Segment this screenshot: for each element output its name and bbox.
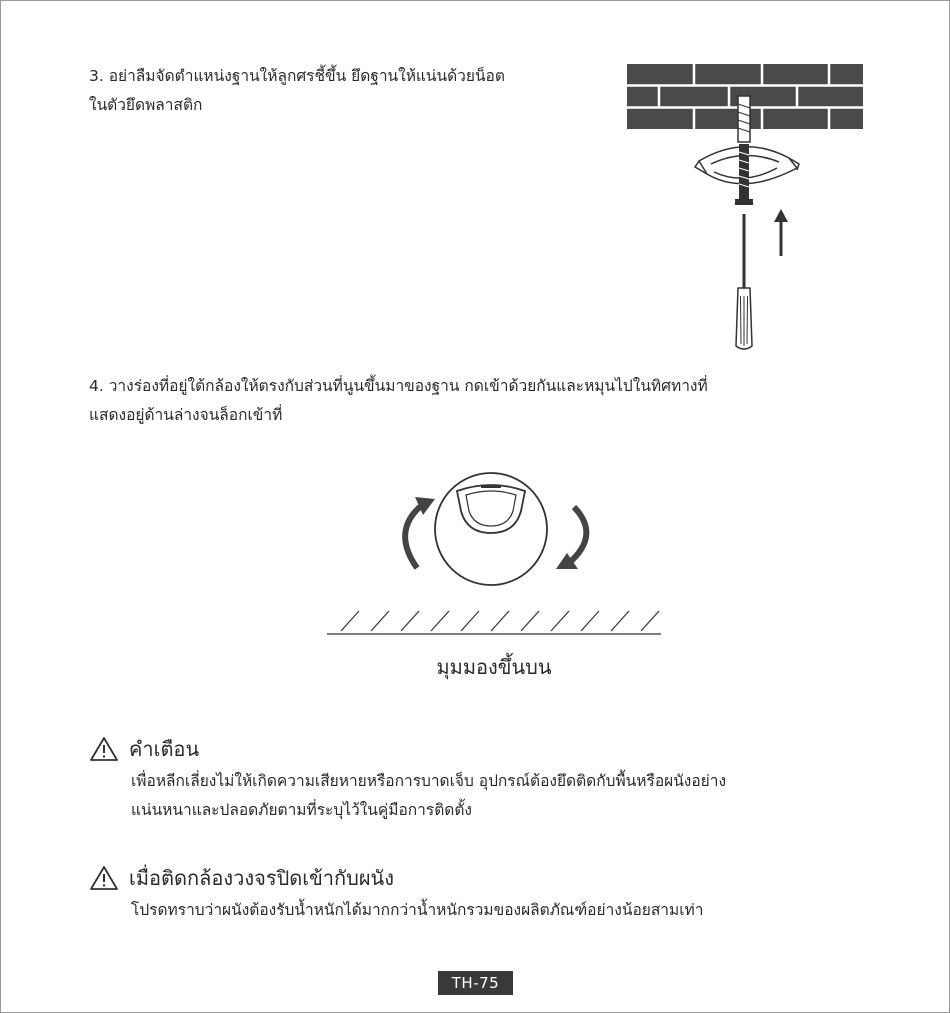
wall-mount-warning-heading [89,864,879,892]
step-4-text [89,372,869,430]
wall-mount-warning-body [131,896,879,925]
warning-body [131,767,879,825]
camera-rotate-illustration [319,471,669,646]
up-arrow-icon [774,209,788,256]
step-4-line-1: 4. วางร่องที่อยู่ใต้กล้องให้ตรงกับส่วนที่นูนขึ้นมาของฐาน กดเข้าด้วยกันและหมุนไปในทิศทางที่ [89,377,708,395]
warning-body-line-2: แน่นหนาและปลอดภัยตามที่ระบุไว้ในคู่มือการติดตั้ง [131,801,472,819]
warning-title: คำเตือน [129,737,200,761]
wall-anchor [738,96,750,142]
wall-mount-warning-line-1: โปรดทราบว่าผนังต้องรับน้ำหนักได้มากกว่าน้ำหนักรวมของผลิตภัณฑ์อย่างน้อยสามเท่า [131,901,704,919]
camera-dome [435,473,547,585]
warning-triangle-icon [89,865,119,891]
step-3-text [89,62,609,120]
ground-line [327,611,661,634]
rotate-arrow-right-icon [556,507,586,569]
page-number: TH-75 [438,971,513,995]
wall-mount-warning-block [89,864,879,925]
warning-body-line-1: เพื่อหลีกเลี่ยงไม่ให้เกิดความเสียหายหรือการบาดเจ็บ อุปกรณ์ต้องยึดติดกับพื้นหรือผนังอย่าง [131,772,727,790]
screwdriver [736,214,752,349]
warning-block [89,735,879,825]
base-mounting-illustration [619,56,869,356]
step-4-line-2: แสดงอยู่ด้านล่างจนล็อกเข้าที่ [89,406,283,424]
warning-heading [89,735,879,763]
figure-caption: มุมมองขึ้นบน [436,655,552,679]
step-3-line-2: ในตัวยึดพลาสติก [89,96,203,114]
rotate-arrow-left-icon [405,497,435,568]
wall-mount-warning-title: เมื่อติดกล้องวงจรปิดเข้ากับผนัง [129,866,394,890]
warning-triangle-icon [89,736,119,762]
step-3-line-1: 3. อย่าลืมจัดตำแหน่งฐานให้ลูกศรชี้ขึ้น ยึดฐานให้แน่นด้วยน็อต [89,67,505,85]
